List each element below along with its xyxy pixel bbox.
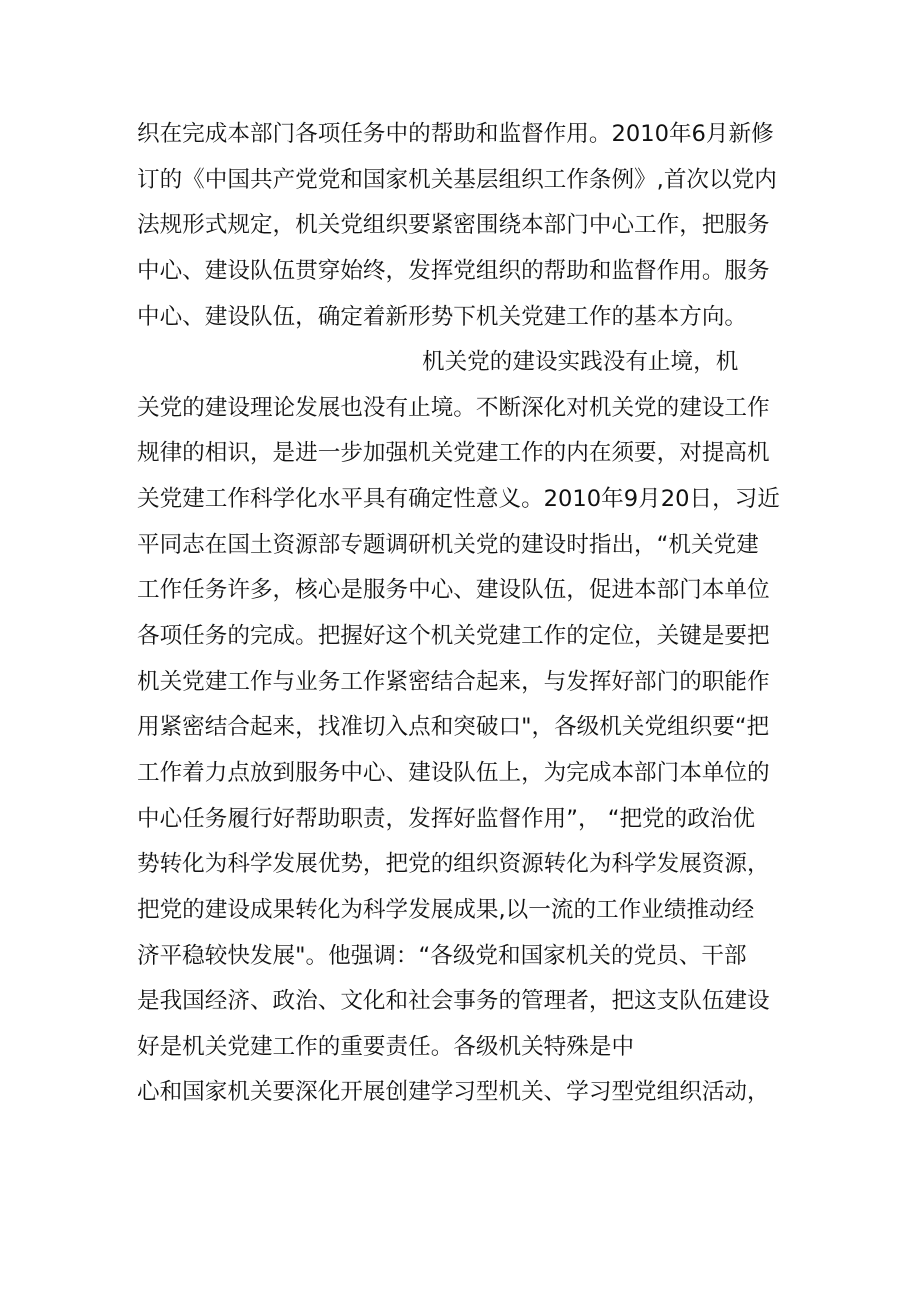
text-line: 工作任务许多，核心是服务中心、建设队伍，促进本部门本单位 (137, 577, 770, 604)
text-line: 好是机关党建工作的重要责任。各级机关特殊是中 (137, 1033, 635, 1060)
text-line: 各项任务的完成。把握好这个机关党建工作的定位，关键是要把 (137, 623, 770, 650)
paragraph-start-line: 机关党的建设实践没有止境，机 (422, 349, 739, 376)
text-line: 把党的建设成果转化为科学发展成果,以一流的工作业绩推动经 (137, 896, 755, 923)
text-line: 中心任务履行好帮助职责，发挥好监督作用”， “把党的政治优 (137, 805, 756, 832)
text-line: 法规形式规定，机关党组织要紧密围绕本部门中心工作，把服务 (137, 212, 770, 239)
text-line: 关党的建设理论发展也没有止境。不断深化对机关党的建设工作 (137, 394, 770, 421)
text-line: 平同志在国土资源部专题调研机关党的建设时指出，“机关党建 (137, 531, 759, 558)
text-line: 是我国经济、政治、文化和社会事务的管理者，把这支队伍建设 (137, 988, 770, 1015)
text-line: 关党建工作科学化水平具有确定性意义。2010年9月20日，习近 (137, 486, 780, 513)
text-line: 机关党建工作与业务工作紧密结合起来，与发挥好部门的职能作 (137, 668, 770, 695)
text-line: 订的《中国共产党党和国家机关基层组织工作条例》,首次以党内 (137, 166, 777, 193)
text-line: 中心、建设队伍，确定着新形势下机关党建工作的基本方向。 (137, 303, 748, 330)
text-line: 势转化为科学发展优势，把党的组织资源转化为科学发展资源， (137, 851, 770, 878)
text-line: 规律的相识，是进一步加强机关党建工作的内在须要，对提高机 (137, 440, 770, 467)
text-line: 中心、建设队伍贯穿始终，发挥党组织的帮助和监督作用。服务 (137, 257, 770, 284)
body-text (137, 112, 797, 1116)
text-line: 用紧密结合起来，找准切入点和突破口"，各级机关党组织要“把 (137, 714, 770, 741)
text-line: 济平稳较快发展"。他强调：“各级党和国家机关的党员、干部 (137, 942, 747, 969)
text-line: 工作着力点放到服务中心、建设队伍上，为完成本部门本单位的 (137, 759, 770, 786)
text-line: 织在完成本部门各项任务中的帮助和监督作用。2010年6月新修 (137, 121, 774, 147)
text-line: 心和国家机关要深化开展创建学习型机关、学习型党组织活动， (137, 1079, 770, 1106)
